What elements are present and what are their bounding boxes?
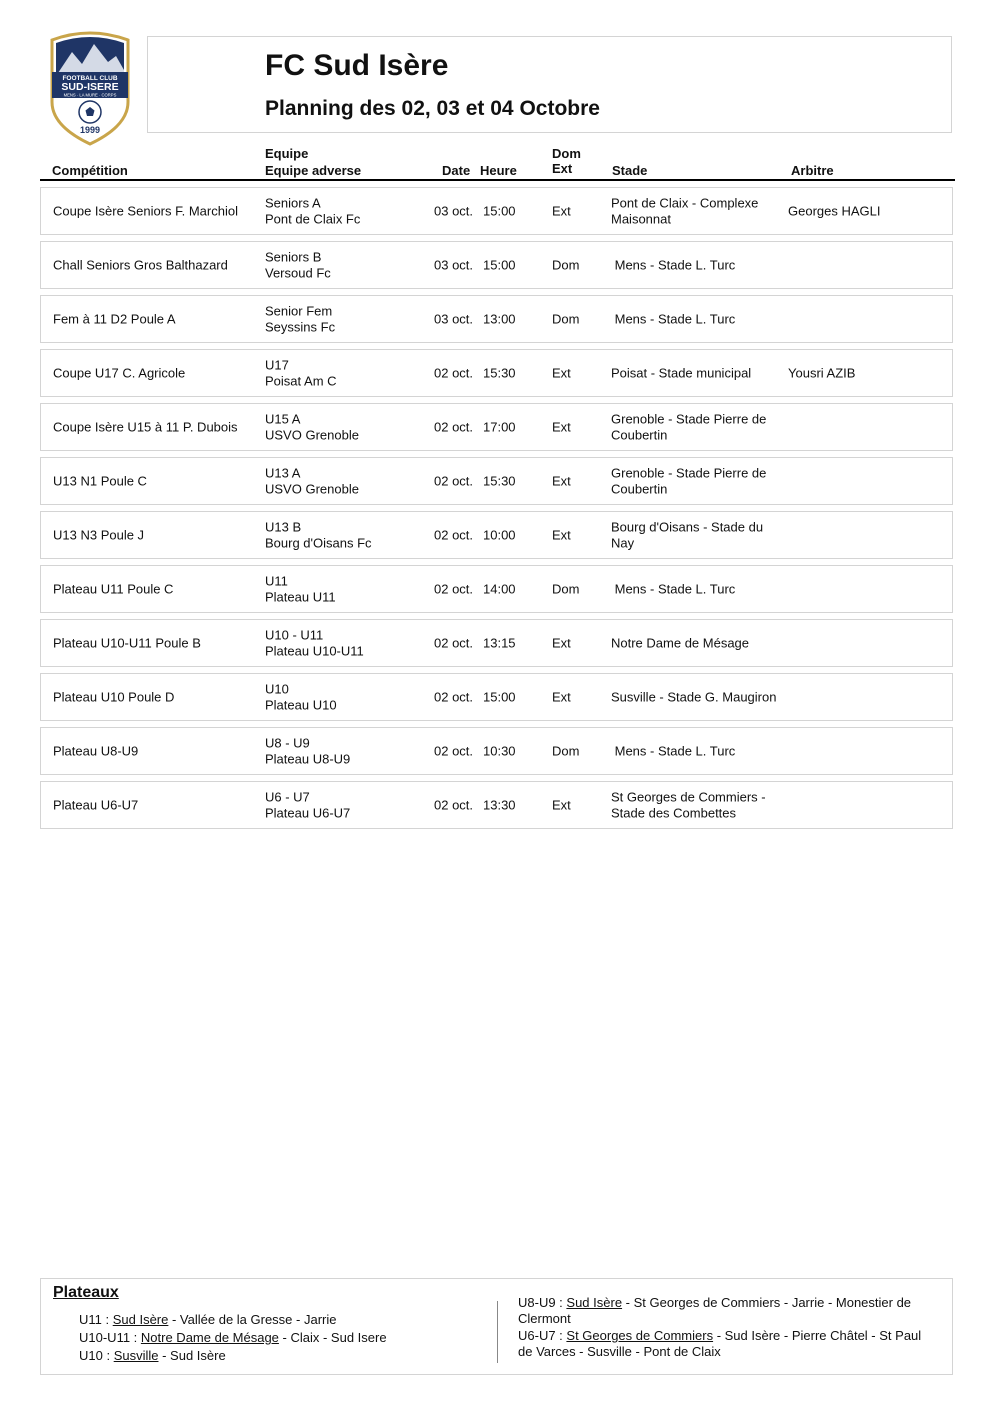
teams (265, 520, 425, 551)
equipe-adverse: Seyssins Fc (265, 319, 336, 334)
competition: Plateau U6-U7 (53, 797, 139, 813)
date: 02 oct. (434, 689, 474, 705)
competition: U13 N3 Poule J (53, 527, 145, 543)
date: 02 oct. (434, 635, 474, 651)
date: 02 oct. (434, 797, 474, 813)
col-arbitre: Arbitre (791, 163, 834, 178)
competition: Coupe Isère Seniors F. Marchiol (53, 203, 238, 219)
date: 02 oct. (434, 365, 474, 381)
heure: 17:00 (483, 419, 516, 435)
svg-text:1999: 1999 (79, 125, 101, 135)
plateaux-box (40, 1278, 953, 1375)
plateau-line (79, 1347, 387, 1365)
equipe: U13 A (265, 465, 301, 481)
plateau-category: U11 : (79, 1312, 113, 1327)
stade: Pont de Claix - Complexe Maisonnat (611, 195, 759, 226)
stade: Notre Dame de Mésage (611, 635, 750, 651)
equipe: U11 (265, 573, 288, 589)
equipe-adverse: Versoud Fc (265, 265, 331, 280)
plateau-clubs: - Sud Isère - Pierre Châtel - St Paul de Varces - Susville - Pont de Claix (518, 1328, 922, 1359)
equipe: U10 (265, 681, 289, 697)
dom-ext: Ext (552, 689, 571, 705)
match-row (40, 457, 953, 505)
club-name: FC Sud Isère (265, 49, 449, 82)
dom-ext: Dom (552, 311, 580, 327)
equipe: U10 - U11 (265, 627, 324, 643)
date: 02 oct. (434, 473, 474, 489)
svg-text:SUD-ISERE: SUD-ISERE (61, 81, 119, 93)
equipe-adverse: Poisat Am C (265, 373, 337, 388)
teams (265, 628, 425, 659)
competition: Plateau U10 Poule D (53, 689, 175, 705)
plateaux-left (79, 1311, 387, 1365)
dom-ext: Ext (552, 365, 571, 381)
date: 03 oct. (434, 311, 474, 327)
arbitre: Yousri AZIB (788, 365, 856, 381)
match-row (40, 619, 953, 667)
col-date: Date (442, 163, 471, 178)
equipe-adverse: Plateau U6-U7 (265, 805, 351, 820)
date: 02 oct. (434, 743, 474, 759)
teams (265, 196, 425, 227)
plateau-category: U10-U11 : (79, 1330, 141, 1345)
plateau-category: U10 : (79, 1348, 114, 1363)
match-row (40, 727, 953, 775)
equipe: Seniors B (265, 249, 322, 265)
svg-text:FOOTBALL CLUB: FOOTBALL CLUB (62, 75, 118, 82)
equipe-adverse: Pont de Claix Fc (265, 211, 361, 226)
teams (265, 466, 425, 497)
col-dom: Dom (552, 146, 581, 161)
plateaux-divider (497, 1301, 498, 1363)
match-row (40, 187, 953, 235)
match-row (40, 403, 953, 451)
equipe: U6 - U7 (265, 789, 310, 805)
teams (265, 574, 425, 605)
plateaux-right (518, 1295, 928, 1361)
competition: Fem à 11 D2 Poule A (53, 311, 176, 327)
plateau-clubs: - Vallée de la Gresse - Jarrie (168, 1312, 337, 1327)
col-stade: Stade (612, 163, 648, 178)
teams (265, 736, 425, 767)
match-row (40, 781, 953, 829)
teams (265, 304, 425, 335)
date: 02 oct. (434, 419, 474, 435)
heure: 14:00 (483, 581, 516, 597)
stade: Mens - Stade L. Turc (611, 257, 736, 273)
equipe-adverse: Plateau U10 (265, 697, 337, 712)
match-row (40, 349, 953, 397)
heure: 15:30 (483, 473, 516, 489)
heure: 10:00 (483, 527, 516, 543)
dom-ext: Ext (552, 635, 571, 651)
heure: 15:30 (483, 365, 516, 381)
title-box (147, 36, 952, 133)
club-logo (46, 30, 134, 146)
heure: 15:00 (483, 689, 516, 705)
stade: Susville - Stade G. Maugiron (611, 689, 777, 705)
planning-title: Planning des 02, 03 et 04 Octobre (265, 97, 600, 120)
plateau-clubs: - St Georges de Commiers - Jarrie - Monestier de Clermont (518, 1295, 912, 1326)
dom-ext: Ext (552, 473, 571, 489)
match-row (40, 295, 953, 343)
arbitre: Georges HAGLI (788, 203, 881, 219)
competition: Coupe U17 C. Agricole (53, 365, 186, 381)
dom-ext: Dom (552, 257, 580, 273)
plateau-host: Notre Dame de Mésage (140, 1330, 279, 1345)
stade: Grenoble - Stade Pierre de Coubertin (611, 411, 767, 442)
stade: Mens - Stade L. Turc (611, 743, 736, 759)
match-list (40, 187, 953, 835)
heure: 13:15 (483, 635, 516, 651)
equipe-adverse: Plateau U10-U11 (265, 643, 364, 658)
equipe-adverse: Plateau U8-U9 (265, 751, 351, 766)
dom-ext: Ext (552, 797, 571, 813)
teams (265, 358, 425, 389)
competition: Chall Seniors Gros Balthazard (53, 257, 228, 273)
plateau-host: Sud Isère (112, 1312, 169, 1327)
heure: 15:00 (483, 203, 516, 219)
equipe-adverse: USVO Grenoble (265, 481, 359, 496)
match-row (40, 673, 953, 721)
equipe: U15 A (265, 411, 301, 427)
dom-ext: Ext (552, 203, 571, 219)
plateau-host: St Georges de Commiers (566, 1328, 714, 1343)
match-row (40, 241, 953, 289)
competition: Coupe Isère U15 à 11 P. Dubois (53, 419, 238, 435)
equipe: U13 B (265, 519, 302, 535)
teams (265, 250, 425, 281)
stade: Mens - Stade L. Turc (611, 581, 736, 597)
equipe-adverse: USVO Grenoble (265, 427, 359, 442)
plateau-line (79, 1329, 387, 1347)
col-equipe: Equipe (265, 146, 309, 161)
competition: Plateau U10-U11 Poule B (53, 635, 201, 651)
plateau-host: Sud Isère (566, 1295, 623, 1310)
plateau-category: U8-U9 : (518, 1295, 567, 1310)
heure: 13:30 (483, 797, 516, 813)
svg-text:MENS · LA MURE · CORPS: MENS · LA MURE · CORPS (63, 92, 117, 98)
dom-ext: Ext (552, 419, 571, 435)
competition: Plateau U11 Poule C (53, 581, 174, 597)
plateau-clubs: - Sud Isère (158, 1348, 226, 1363)
date: 03 oct. (434, 257, 474, 273)
competition: U13 N1 Poule C (53, 473, 147, 489)
heure: 10:30 (483, 743, 516, 759)
plateau-category: U6-U7 : (518, 1328, 567, 1343)
plateau-line (518, 1295, 928, 1326)
dom-ext: Ext (552, 527, 571, 543)
stade: Bourg d'Oisans - Stade du Nay (611, 519, 764, 550)
date: 03 oct. (434, 203, 474, 219)
date: 02 oct. (434, 581, 474, 597)
equipe: Senior Fem (265, 303, 333, 319)
equipe: Seniors A (265, 195, 321, 211)
header-divider (40, 179, 955, 181)
equipe-adverse: Bourg d'Oisans Fc (265, 535, 372, 550)
heure: 13:00 (483, 311, 516, 327)
col-competition: Compétition (52, 163, 128, 178)
equipe: U8 - U9 (265, 735, 310, 751)
stade: Mens - Stade L. Turc (611, 311, 736, 327)
plateau-line (518, 1328, 928, 1359)
date: 02 oct. (434, 527, 474, 543)
col-equipe-adverse: Equipe adverse (265, 163, 362, 178)
equipe-adverse: Plateau U11 (265, 589, 336, 604)
stade: Poisat - Stade municipal (611, 365, 752, 381)
plateau-line (79, 1311, 387, 1329)
teams (265, 790, 425, 821)
competition: Plateau U8-U9 (53, 743, 139, 759)
match-row (40, 511, 953, 559)
stade: Grenoble - Stade Pierre de Coubertin (611, 465, 767, 496)
teams (265, 682, 425, 713)
col-heure: Heure (480, 163, 517, 178)
stade: St Georges de Commiers - Stade des Combettes (611, 789, 766, 820)
plateau-host: Susville (113, 1348, 159, 1363)
dom-ext: Dom (552, 743, 580, 759)
col-ext: Ext (552, 161, 573, 176)
dom-ext: Dom (552, 581, 580, 597)
teams (265, 412, 425, 443)
plateaux-title: Plateaux (53, 1284, 119, 1301)
equipe: U17 (265, 357, 289, 373)
plateau-clubs: - Claix - Sud Isere (278, 1330, 387, 1345)
match-row (40, 565, 953, 613)
heure: 15:00 (483, 257, 516, 273)
